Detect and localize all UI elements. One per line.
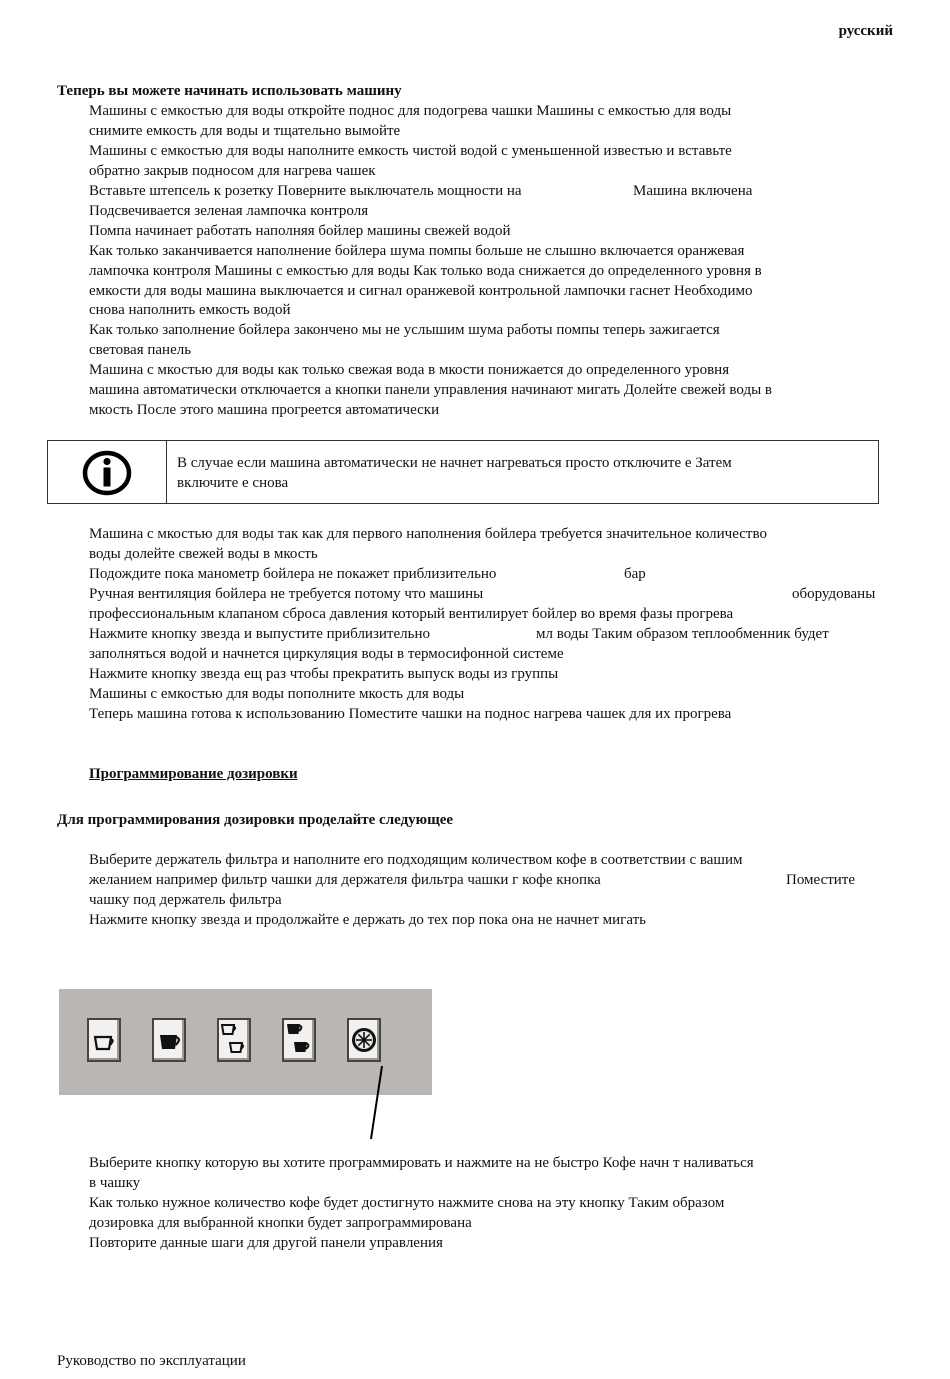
section-subheading: Для программирования дозировки проделайте следующее <box>57 812 454 828</box>
paragraph-line: Машины с емкостью для воды пополните мкость для воды <box>89 686 465 702</box>
paragraph-line: Нажмите кнопку звезда и продолжайте е держать до тех пор пока она не начнет мигать <box>89 912 646 928</box>
paragraph-line: Машины с емкостью для воды откройте поднос для подогрева чашки Машины с емкостью для воды <box>89 103 732 119</box>
paragraph-line: Выберите кнопку которую вы хотите программировать и нажмите на не быстро Кофе начн т наливаться <box>89 1155 754 1171</box>
paragraph-line: световая панель <box>89 342 192 358</box>
paragraph-line: дозировка для выбранной кнопки будет запрограммирована <box>89 1215 472 1231</box>
paragraph-line: Подождите пока манометр бойлера не покажет приблизительно <box>89 566 497 582</box>
paragraph-line: Машина с мкостью для воды как только свежая вода в мкости понижается до определенного уровня <box>89 362 730 378</box>
paragraph-line: Ручная вентиляция бойлера не требуется потому что машины <box>89 586 484 602</box>
section-heading-programming: Программирование дозировки <box>89 766 298 782</box>
pressure-unit: бар <box>624 566 646 582</box>
paragraph-line: Нажмите кнопку звезда ещ раз чтобы прекратить выпуск воды из группы <box>89 666 559 682</box>
paragraph-line: Как только заканчивается наполнение бойлера шума помпы больше не слышно включается оранжевая <box>89 243 745 259</box>
footer-text: Руководство по эксплуатации <box>57 1353 246 1369</box>
notice-line: включите е снова <box>177 475 289 491</box>
notice-box <box>47 440 879 504</box>
paragraph-line: Как только нужное количество кофе будет достигнуто нажмите снова на эту кнопку Таким образом <box>89 1195 725 1211</box>
one-small-cup-icon <box>89 1020 119 1060</box>
paragraph-line: снова наполнить емкость водой <box>89 302 291 318</box>
paragraph-line: мкость После этого машина прогреется автоматически <box>89 402 440 418</box>
paragraph-line: воды долейте свежей воды в мкость <box>89 546 318 562</box>
button-one-small-cup <box>87 1018 121 1062</box>
water-amount-text: мл воды Таким образом теплообменник будет <box>536 626 829 642</box>
button-star <box>347 1018 381 1062</box>
button-two-small-cups <box>217 1018 251 1062</box>
paragraph-line: Подсвечивается зеленая лампочка контроля <box>89 203 369 219</box>
paragraph-line: заполняться водой и начнется циркуляция воды в термосифонной системе <box>89 646 564 662</box>
paragraph-line: Повторите данные шаги для другой панели управления <box>89 1235 443 1251</box>
paragraph-line: Помпа начинает работать наполняя бойлер машины свежей водой <box>89 223 511 239</box>
paragraph-line: машина автоматически отключается а кнопки панели управления начинают мигать Долейте свежей воды в <box>89 382 772 398</box>
paragraph-line: Теперь машина готова к использованию Поместите чашки на поднос нагрева чашек для их прогрева <box>89 706 732 722</box>
paragraph-line: обратно закрыв подносом для нагрева чашек <box>89 163 376 179</box>
paragraph-line: Машина с мкостью для воды так как для первого наполнения бойлера требуется значительное количество <box>89 526 767 542</box>
two-large-cups-icon <box>284 1020 314 1060</box>
place-text: Поместите <box>786 872 856 888</box>
star-icon <box>349 1020 379 1060</box>
notice-icon-cell <box>48 441 167 503</box>
paragraph-line: в чашку <box>89 1175 141 1191</box>
paragraph-line: профессиональным клапаном сброса давления который вентилирует бойлер во время фазы прогрева <box>89 606 734 622</box>
paragraph-line: снимите емкость для воды и тщательно вымойте <box>89 123 401 139</box>
machine-on-text: Машина включена <box>633 183 753 199</box>
paragraph-line: лампочка контроля Машины с емкостью для воды Как только вода снижается до определенного уровня в <box>89 263 762 279</box>
one-large-cup-icon <box>154 1020 184 1060</box>
paragraph-line: Машины с емкостью для воды наполните емкость чистой водой с уменьшенной известью и вставьте <box>89 143 732 159</box>
paragraph-line: чашку под держатель фильтра <box>89 892 282 908</box>
button-one-large-cup <box>152 1018 186 1062</box>
paragraph-line: Как только заполнение бойлера закончено мы не услышим шума работы помпы теперь зажигается <box>89 322 720 338</box>
language-label: русский <box>838 23 893 39</box>
paragraph-line: емкости для воды машина выключается и сигнал оранжевой контрольной лампочки гаснет Необходимо <box>89 283 753 299</box>
paragraph-line: Нажмите кнопку звезда и выпустите приблизительно <box>89 626 430 642</box>
info-icon <box>82 450 132 496</box>
button-two-large-cups <box>282 1018 316 1062</box>
section-title-start: Теперь вы можете начинать использовать машину <box>57 83 402 99</box>
equipped-text: оборудованы <box>792 586 876 602</box>
paragraph-line: желанием например фильтр чашки для держателя фильтра чашки г кофе кнопка <box>89 872 601 888</box>
paragraph-line: Выберите держатель фильтра и наполните его подходящим количеством кофе в соответствии с вашим <box>89 852 743 868</box>
paragraph-line: Вставьте штепсель к розетку Поверните выключатель мощности на <box>89 183 522 199</box>
two-small-cups-icon <box>219 1020 249 1060</box>
pointer-line <box>368 1065 388 1141</box>
notice-line: В случае если машина автоматически не начнет нагреваться просто отключите е Затем <box>177 455 732 471</box>
